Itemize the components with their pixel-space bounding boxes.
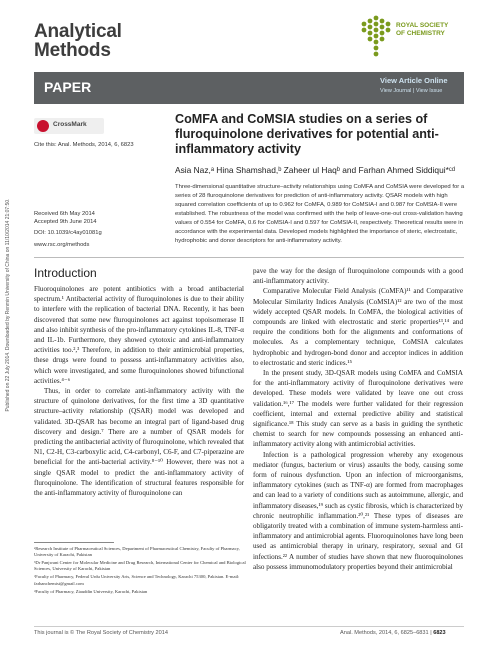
- download-side-note-text: Published on 22 July 2014. Downloaded by Renmin University of China on 11/10/2014 21:07:50.: [5, 198, 11, 412]
- footer-divider: [34, 626, 464, 627]
- publisher-line2: OF CHEMISTRY: [396, 30, 445, 37]
- paragraph: In the present study, 3D-QSAR models using CoMFA and CoMSIA for the anti-inflammatory activity of fluroquinolone derivatives were developed. These models were validated by leave one out cross validation.¹⁶,¹⁷ The models were further validated for their regression coefficient, internal and external predictive ability and statistical significance.¹⁸ This study can serve as a basis in guiding the synthetic chemist to search for new compounds possessing an enhanced anti-inflammatory activity along with antimicrobial activities.: [253, 369, 463, 449]
- copyright-notice: This journal is © The Royal Society of Chemistry 2014: [34, 630, 168, 636]
- footer-citation-text: Anal. Methods, 2014, 6, 6825–6831: [340, 630, 429, 636]
- rsc-logo-icon: [360, 14, 392, 58]
- doi[interactable]: DOI: 10.1039/c4ay01081g: [34, 230, 102, 236]
- section-heading-introduction: Introduction: [34, 266, 97, 280]
- footnote-divider: [34, 542, 114, 543]
- header-divider: [34, 257, 464, 258]
- crossmark-icon: [37, 120, 49, 132]
- affiliation-b: ᵇDr Panjwani Center for Molecular Medicine and Drug Research, International Center for Chemical and Biological Sciences, University of Karachi, Pakistan: [34, 560, 246, 572]
- journal-name: [34, 22, 122, 60]
- publisher-line1: ROYAL SOCIETY: [396, 22, 449, 29]
- article-type-label: PAPER: [44, 79, 92, 95]
- affiliation-d: ᵈFaculty of Pharmacy, Ziauddin University, Karachi, Pakistan: [34, 588, 148, 594]
- left-column: [34, 284, 244, 498]
- crossmark-label: CrossMark: [53, 121, 87, 128]
- page-number: 6823: [433, 630, 446, 636]
- author-list: Asia Naz,ᵃ Hina Shamshad,ᵇ Zaheer ul Haqᵇ and Farhan Ahmed Siddiqui*ᶜᵈ: [175, 165, 455, 175]
- journal-url[interactable]: www.rsc.org/methods: [34, 242, 90, 248]
- paragraph: Comparative Molecular Field Analysis (CoMFA)¹¹ and Comparative Molecular Similarity Indices Analysis (CoMSIA)¹² are two of the most widely accepted QSAR models. In CoMFA, the biological activities of compounds are linked with electrostatic and steric properties¹³,¹⁴ and require the conditions both for the alignments and conformations of molecules. As a complementary technique, CoMSIA calculates hydrophobic and hydrogen-bond donor and acceptor indices in addition to electrostatic and steric indices.¹⁵: [253, 287, 463, 367]
- affiliation-c: ᶜFaculty of Pharmacy, Federal Urdu University Arts, Science and Technology, Karachi 75300, Pakistan. E-mail: farhanchemist@gmail.com: [34, 574, 240, 586]
- citation: Cite this: Anal. Methods, 2014, 6, 6823: [34, 142, 134, 148]
- publisher-name: [396, 22, 448, 38]
- view-article-online-link[interactable]: View Article Online: [380, 76, 448, 85]
- paragraph: pave the way for the design of fluroquinolone compounds with a good anti-inflammatory activity.: [253, 267, 463, 286]
- download-side-note: [3, 130, 13, 480]
- footer-citation: Anal. Methods, 2014, 6, 6825–6831 | 6823: [340, 630, 446, 636]
- paragraph: Fluoroquinolones are potent antibiotics with a broad antibacterial spectrum.¹ Antibacterial activity of fluroquinolones is due to their ability to interfere with the replication of bacterial DNA. Recently, it has been discovered that some new fluroquinolones act against topoisomerase II and also inhibit synthesis of the pro-inflammatory cytokines IL-8, TNF-α and IL-1b. Furthermore, they showed cytotoxic and anti-inflammatory activities too.²,³ Therefore, in addition to their antimicrobial properties, these drugs were found to possess anti-inflammatory activities also, which were investigated, and some fluroquinolones showed bifunctional activities.⁴⁻⁶: [34, 285, 244, 385]
- right-column: [253, 266, 463, 572]
- received-date: Received 6th May 2014: [34, 211, 95, 217]
- affiliations: [34, 546, 246, 596]
- abstract: Three-dimensional quantitative structure–activity relationships using CoMFA and CoMSIA were developed for a series of 28 fluroquinolone derivatives for prediction of anti-inflammatory activity. QSAR models with high squared correlation coefficients of up to 0.962 for CoMFA, 0.989 for CoMSIA-I and 0.987 for CoMSIA-II were established. The robustness of the model was confirmed with the help of leave-one-out cross-validation having values of 0.554 for CoMFA, 0.6 for CoMSIA-I and 0.597 for CoMSIA-II, respectively. Theoretical results were in accordance with the experimental data. Developed models highlighted the importance of steric, electrostatic, hydrophobic and donor descriptors for anti-inflammatory activity.: [175, 184, 465, 244]
- paragraph: Infection is a pathological progression whereby any exogenous mediator (fungus, bacterium or virus) assaults the body, causing some form of ruinous dysfunction. Upon an infection of microorganisms, inflammatory cytokines (such as TNF-α) are formed from macrophages and can lead to a variety of conditions such as autoimmune, allergic, and inflammatory diseases,¹⁹ such as cystic fibrosis, which is characterized by chronic neutrophilic inflammation.²⁰,²¹ These types of diseases are obligatorily treated with a combination of immune system-harmless anti-inflammatory and antimicrobial agents. Fluoroquinolones have long been used as antimicrobial therapy in urinary, respiratory, sexual and GI infections.²² A number of studies have shown that new fluoroquinolones also possess immunomodulatory properties beyond their antimicrobial: [253, 450, 463, 571]
- journal-name-line2: Methods: [34, 40, 111, 61]
- article-dates: [34, 210, 97, 226]
- view-journal-issue-link[interactable]: View Journal | View Issue: [380, 88, 443, 94]
- accepted-date: Accepted 9th June 2014: [34, 219, 97, 225]
- article-title: CoMFA and CoMSIA studies on a series of fluroquinolone derivatives for potential anti-inflammatory activity: [175, 112, 439, 156]
- affiliation-a: ᵃResearch Institute of Pharmaceutical Sciences, Department of Pharmaceutical Chemistry, Faculty of Pharmacy, University of Karachi, Pakistan: [34, 546, 240, 558]
- journal-name-line1: Analytical: [34, 21, 122, 42]
- paragraph: Thus, in order to correlate anti-inflammatory activity with the structure of quinolone derivatives, for the first time a 3D quantitative structure–activity relationship (QSAR) model was developed and validated. 3D-QSAR has become an integral part of ligand-based drug discovery and design.⁷ There are a number of QSAR models for predicting the antibacterial activity of fluroquinolone, which revealed that N1, C2-H, C3-carboxylic acid, C4-carbonyl, C6-F, and C7-piperazine are beneficial for the anti-bacterial activity.⁸⁻¹⁰ However, there was not a single QSAR model to predict the anti-inflammatory activity of fluroquinolone. The identification of structural features responsible for the anti-inflammatory activity of fluroquinolone can: [34, 387, 244, 498]
